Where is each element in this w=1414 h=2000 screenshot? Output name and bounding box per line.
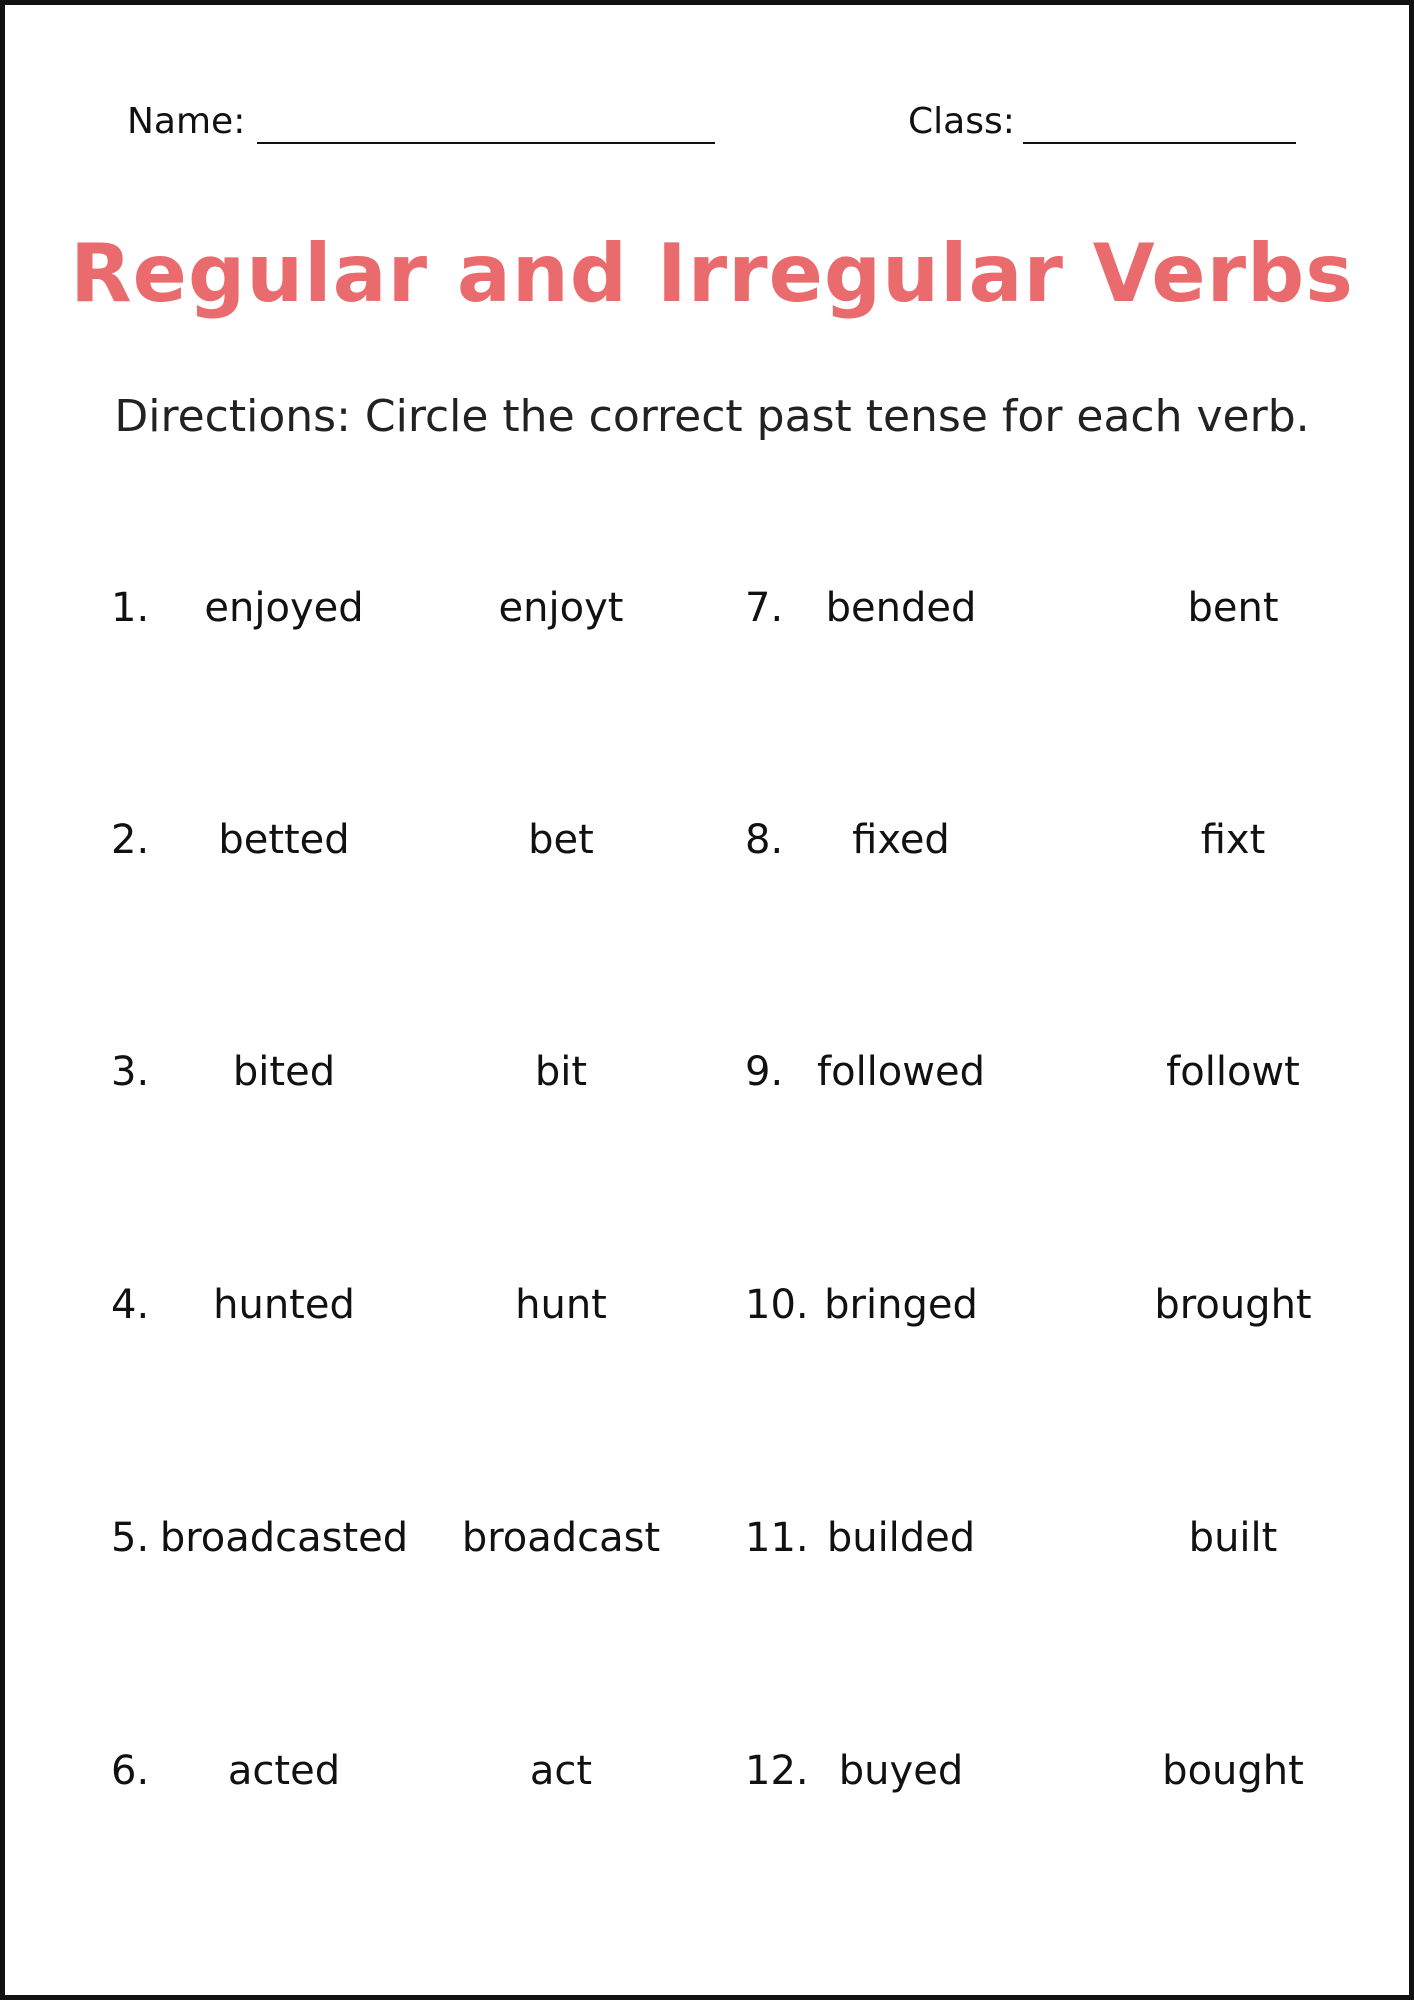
answer-option-a[interactable]: hunted [213, 1282, 355, 1328]
question-item-6 [111, 1748, 671, 1808]
answer-option-b[interactable]: bet [528, 817, 594, 863]
question-number: 3. [111, 1049, 150, 1095]
question-item-10 [745, 1282, 1345, 1342]
question-item-9 [745, 1049, 1345, 1109]
answer-option-b[interactable]: enjoyt [498, 585, 624, 631]
answer-option-a[interactable]: acted [227, 1748, 341, 1794]
answer-option-b[interactable]: bent [1187, 585, 1279, 631]
answer-option-b[interactable]: brought [1154, 1282, 1312, 1328]
question-number: 11. [745, 1515, 809, 1561]
question-item-3 [111, 1049, 671, 1109]
question-item-7 [745, 585, 1345, 645]
answer-option-a[interactable]: enjoyed [204, 585, 364, 631]
question-number: 9. [745, 1049, 784, 1095]
question-item-1 [111, 585, 671, 645]
answer-option-a[interactable]: bringed [824, 1282, 978, 1328]
class-field[interactable] [1023, 142, 1296, 144]
answer-option-b[interactable]: fixt [1200, 817, 1266, 863]
answer-option-b[interactable]: broadcast [461, 1515, 661, 1561]
question-number: 2. [111, 817, 150, 863]
class-label: Class: [908, 101, 1015, 142]
answer-option-b[interactable]: built [1188, 1515, 1278, 1561]
answer-option-b[interactable]: hunt [515, 1282, 607, 1328]
question-number: 12. [745, 1748, 809, 1794]
question-item-2 [111, 817, 671, 877]
answer-option-a[interactable]: followed [817, 1049, 985, 1095]
answer-option-b[interactable]: bought [1162, 1748, 1304, 1794]
question-number: 10. [745, 1282, 809, 1328]
question-number: 7. [745, 585, 784, 631]
question-number: 4. [111, 1282, 150, 1328]
answer-option-b[interactable]: bit [534, 1049, 588, 1095]
answer-option-a[interactable]: bended [825, 585, 977, 631]
answer-option-a[interactable]: broadcasted [159, 1515, 409, 1561]
question-item-11 [745, 1515, 1345, 1575]
question-number: 5. [111, 1515, 150, 1561]
question-number: 6. [111, 1748, 150, 1794]
name-field[interactable] [257, 142, 715, 144]
answer-option-a[interactable]: bited [232, 1049, 336, 1095]
question-item-8 [745, 817, 1345, 877]
directions-text: Directions: Circle the correct past tense for each verb. [114, 391, 1310, 442]
question-number: 1. [111, 585, 150, 631]
answer-option-b[interactable]: followt [1166, 1049, 1300, 1095]
worksheet-title: Regular and Irregular Verbs [70, 227, 1354, 320]
answer-option-a[interactable]: betted [218, 817, 350, 863]
answer-option-a[interactable]: builded [826, 1515, 976, 1561]
answer-option-b[interactable]: act [529, 1748, 593, 1794]
answer-option-a[interactable]: buyed [838, 1748, 964, 1794]
question-item-5 [111, 1515, 671, 1575]
answer-option-a[interactable]: fixed [852, 817, 950, 863]
question-item-12 [745, 1748, 1345, 1808]
question-number: 8. [745, 817, 784, 863]
question-item-4 [111, 1282, 671, 1342]
name-label: Name: [127, 101, 246, 142]
